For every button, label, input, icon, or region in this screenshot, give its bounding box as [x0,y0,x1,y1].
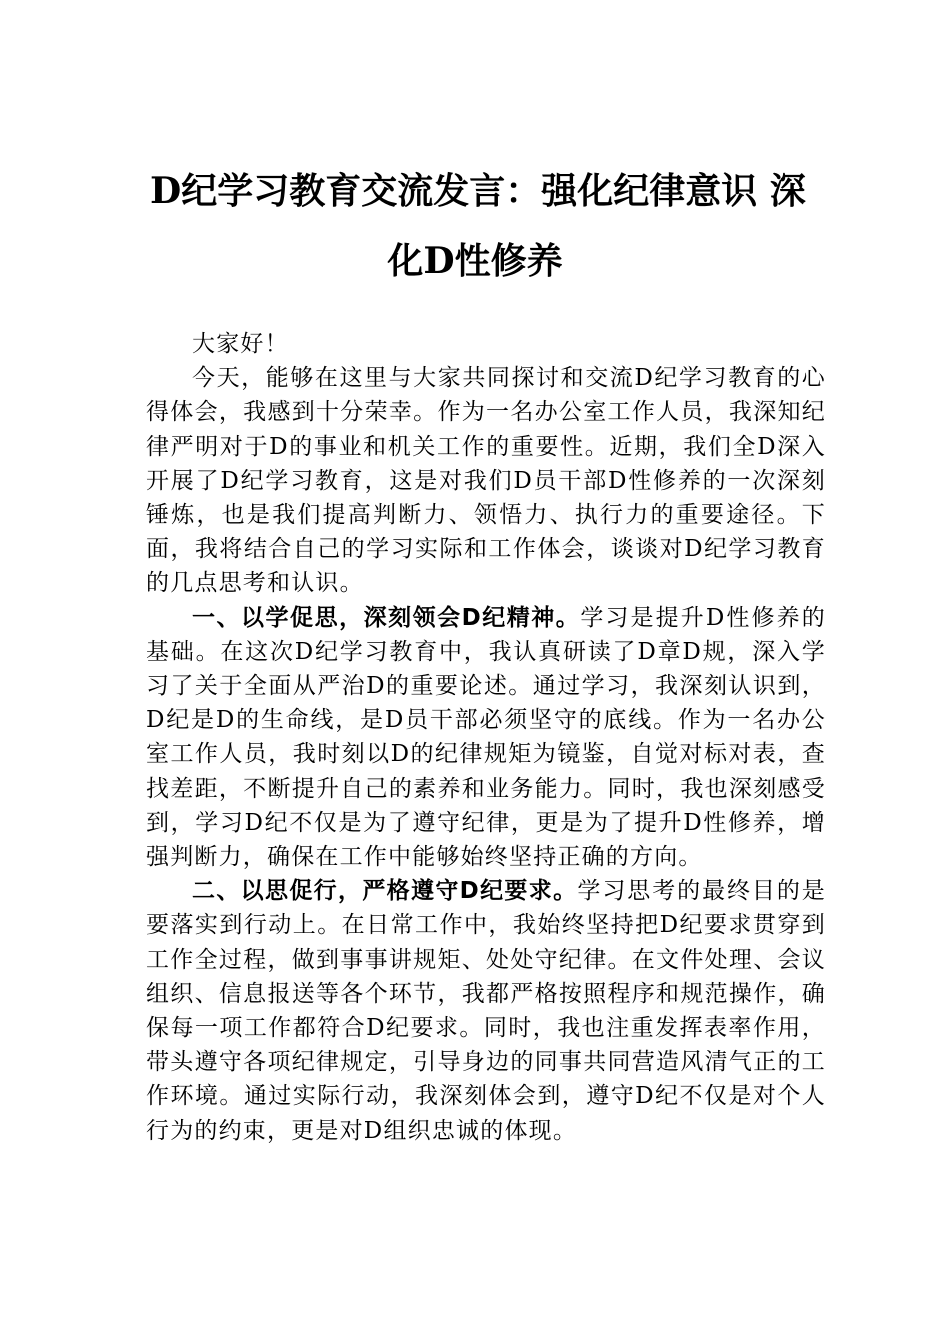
section-2-heading: 二、以思促行，严格遵守D纪要求。 [192,878,578,905]
section-1-text: 学习是提升D性修养的基础。在这次D纪学习教育中，我认真研读了D章D规，深入学习了关于全面从严治D的重要论述。通过学习，我深刻认识到，D纪是D的生命线，是D员干部必须坚守的底线。作为一名办公室工作人员，我时刻以D的纪律规矩为镜鉴，自觉对标对表，查找差距，不断提升自己的素养和业务能力。同时，我也深刻感受到，学习D纪不仅是为了遵守纪律，更是为了提升D性修养，增强判断力，确保在工作中能够始终坚持正确的方向。 [146,604,826,871]
title-line-2: 化D性修养 [387,240,563,282]
section-1-heading: 一、以学促思，深刻领会D纪精神。 [192,604,581,631]
title-line-1: D纪学习教育交流发言：强化纪律意识 深 [150,170,806,212]
greeting-paragraph: 大家好！ [192,331,289,357]
section-1-paragraph [146,601,826,875]
intro-paragraph: 今天，能够在这里与大家共同探讨和交流D纪学习教育的心得体会，我感到十分荣幸。作为一名办公室工作人员，我深知纪律严明对于D的事业和机关工作的重要性。近期，我们全D深入开展了D纪学习教育，这是对我们D员干部D性修养的一次深刻锤炼，也是我们提高判断力、领悟力、执行力的重要途径。下面，我将结合自己的学习实际和工作体会，谈谈对D纪学习教育的几点思考和认识。 [146,365,826,597]
document-body [146,327,826,1148]
section-2-text: 学习思考的最终目的是要落实到行动上。在日常工作中，我始终坚持把D纪要求贯穿到工作全过程，做到事事讲规矩、处处守纪律。在文件处理、会议组织、信息报送等各个环节，我都严格按照程序和规范操作，确保每一项工作都符合D纪要求。同时，我也注重发挥表率作用，带头遵守各项纪律规定，引导身边的同事共同营造风清气正的工作环境。通过实际行动，我深刻体会到，遵守D纪不仅是对个人行为的约束，更是对D组织忠诚的体现。 [146,878,826,1144]
section-2-paragraph [146,874,826,1148]
document-title [150,156,806,296]
